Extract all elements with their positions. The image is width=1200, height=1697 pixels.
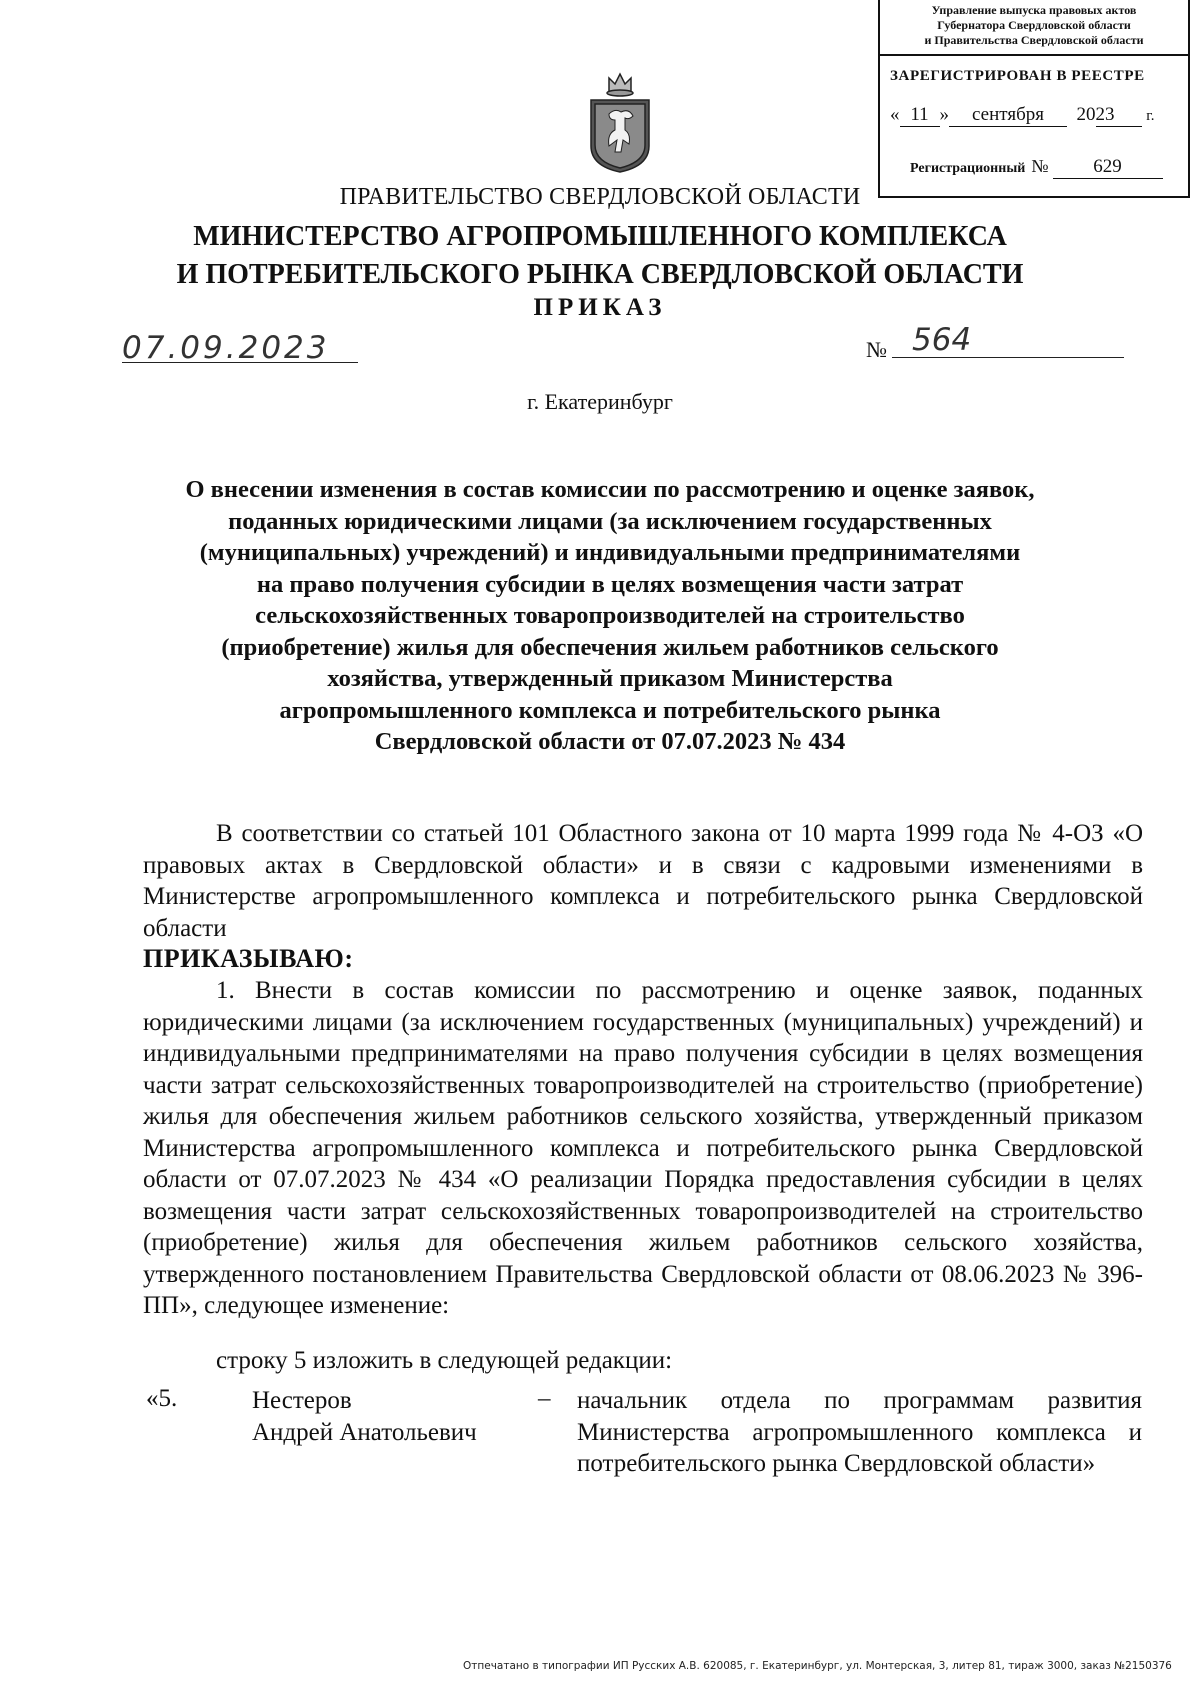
ministry-name — [0, 218, 1200, 294]
order-item-1: 1. Внести в состав комиссии по рассмотрению и оценке заявок, поданных юридическими лицами (за исключением государственных (муниципальных) учреждений) и индивидуальными предпринимателями на право получения субсидии в целях возмещения части затрат сельскохозяйственных товаропроизводителей на строительство (приобретение) жилья для обеспечения жильем работников сельского хозяйства, утвержденный приказом Министерства агропромышленного комплекса и потребительского рынка Свердловской области от 07.07.2023 № 434 «О реализации Порядка предоставления субсидии в целях возмещения части затрат сельскохозяйственных товаропроизводителей на строительство (приобретение) жилья для обеспечения жильем работников сельского хозяйства, утвержденного постановлением Правительства Свердловской области от 08.06.2023 № 396-ПП», следующее изменение: — [143, 977, 1143, 1319]
title-line: поданных юридическими лицами (за исключением государственных — [228, 507, 992, 535]
ministry-line: МИНИСТЕРСТВО АГРОПРОМЫШЛЕННОГО КОМПЛЕКСА — [193, 221, 1007, 252]
stamp-registered-label: ЗАРЕГИСТРИРОВАН В РЕЕСТРЕ — [890, 68, 1145, 84]
stamp-quote-open: « — [890, 104, 900, 125]
order-directive: ПРИКАЗЫВАЮ: — [143, 944, 354, 973]
title-line: (приобретение) жилья для обеспечения жильем работников сельского — [221, 633, 999, 661]
title-line: на право получения субсидии в целях возмещения части затрат — [256, 570, 964, 598]
stamp-reg-number-label: Регистрационный — [910, 161, 1026, 176]
ministry-line: И ПОТРЕБИТЕЛЬСКОГО РЫНКА СВЕРДЛОВСКОЙ ОБЛАСТИ — [176, 259, 1024, 290]
member-given-names: Андрей Анатольевич — [252, 1418, 477, 1446]
date-underline — [122, 362, 358, 363]
commission-member-name — [252, 1385, 552, 1448]
stamp-reg-number-row — [910, 156, 1163, 179]
city: г. Екатеринбург — [527, 389, 673, 414]
stamp-year-abbr: г. — [1146, 108, 1155, 124]
coat-of-arms-icon — [585, 68, 655, 174]
title-line: сельскохозяйственных товаропроизводителей на строительство — [255, 602, 965, 629]
document-title — [130, 474, 1090, 758]
stamp-number-sign: № — [1031, 156, 1049, 176]
title-line: О внесении изменения в состав комиссии по рассмотрению и оценке заявок, — [185, 476, 1035, 503]
title-line: Свердловской области от 07.07.2023 № 434 — [374, 728, 846, 755]
stamp-reg-number: 629 — [1053, 156, 1163, 179]
order-item-instruction: строку 5 изложить в следующей редакции: — [216, 1347, 673, 1374]
stamp-quote-close: » — [939, 104, 949, 125]
handwritten-order-number: 564 — [912, 322, 972, 358]
stamp-year-prefix: 20 — [1076, 104, 1096, 125]
stamp-header-line: Губернатора Свердловской области — [937, 18, 1131, 32]
stamp-month: сентября — [949, 104, 1067, 127]
print-footer: Отпечатано в типографии ИП Русских А.В. 620085, г. Екатеринбург, ул. Монтерская, 3, литер 81, тираж 3000, заказ №2150376 — [463, 1660, 1172, 1672]
title-line: (муниципальных) учреждений) и индивидуальными предпринимателями — [199, 539, 1021, 566]
title-line: хозяйства, утвержденный приказом Министерства — [327, 665, 893, 692]
stamp-header — [880, 0, 1188, 56]
government-name: ПРАВИТЕЛЬСТВО СВЕРДЛОВСКОЙ ОБЛАСТИ — [339, 184, 861, 210]
preamble-paragraph: В соответствии со статьей 101 Областного закона от 10 марта 1999 года № 4-ОЗ «О правовых актах в Свердловской области» и в связи с кадровыми изменениями в Министерстве агропромышленного комплекса и потребительского рынка Свердловской области — [143, 820, 1143, 942]
order-number-label: № — [866, 337, 887, 362]
stamp-header-line: Управление выпуска правовых актов — [931, 3, 1137, 17]
commission-row-number: «5. — [146, 1385, 178, 1412]
handwritten-date: 07.09.2023 — [122, 330, 330, 366]
document-type: ПРИКАЗ — [533, 294, 667, 321]
stamp-day: 11 — [900, 104, 940, 127]
commission-row-dash: – — [538, 1385, 551, 1412]
stamp-year-suffix: 23 — [1096, 104, 1142, 127]
stamp-header-line: и Правительства Свердловской области — [924, 33, 1144, 47]
registration-stamp — [878, 0, 1190, 198]
number-underline — [892, 357, 1124, 358]
commission-member-position: начальник отдела по программам развития Министерства агропромышленного комплекса и потребительского рынка Свердловской области» — [577, 1387, 1142, 1477]
stamp-date — [890, 104, 1182, 127]
member-surname: Нестеров — [252, 1387, 352, 1414]
title-line: агропромышленного комплекса и потребительского рынка — [279, 696, 941, 724]
